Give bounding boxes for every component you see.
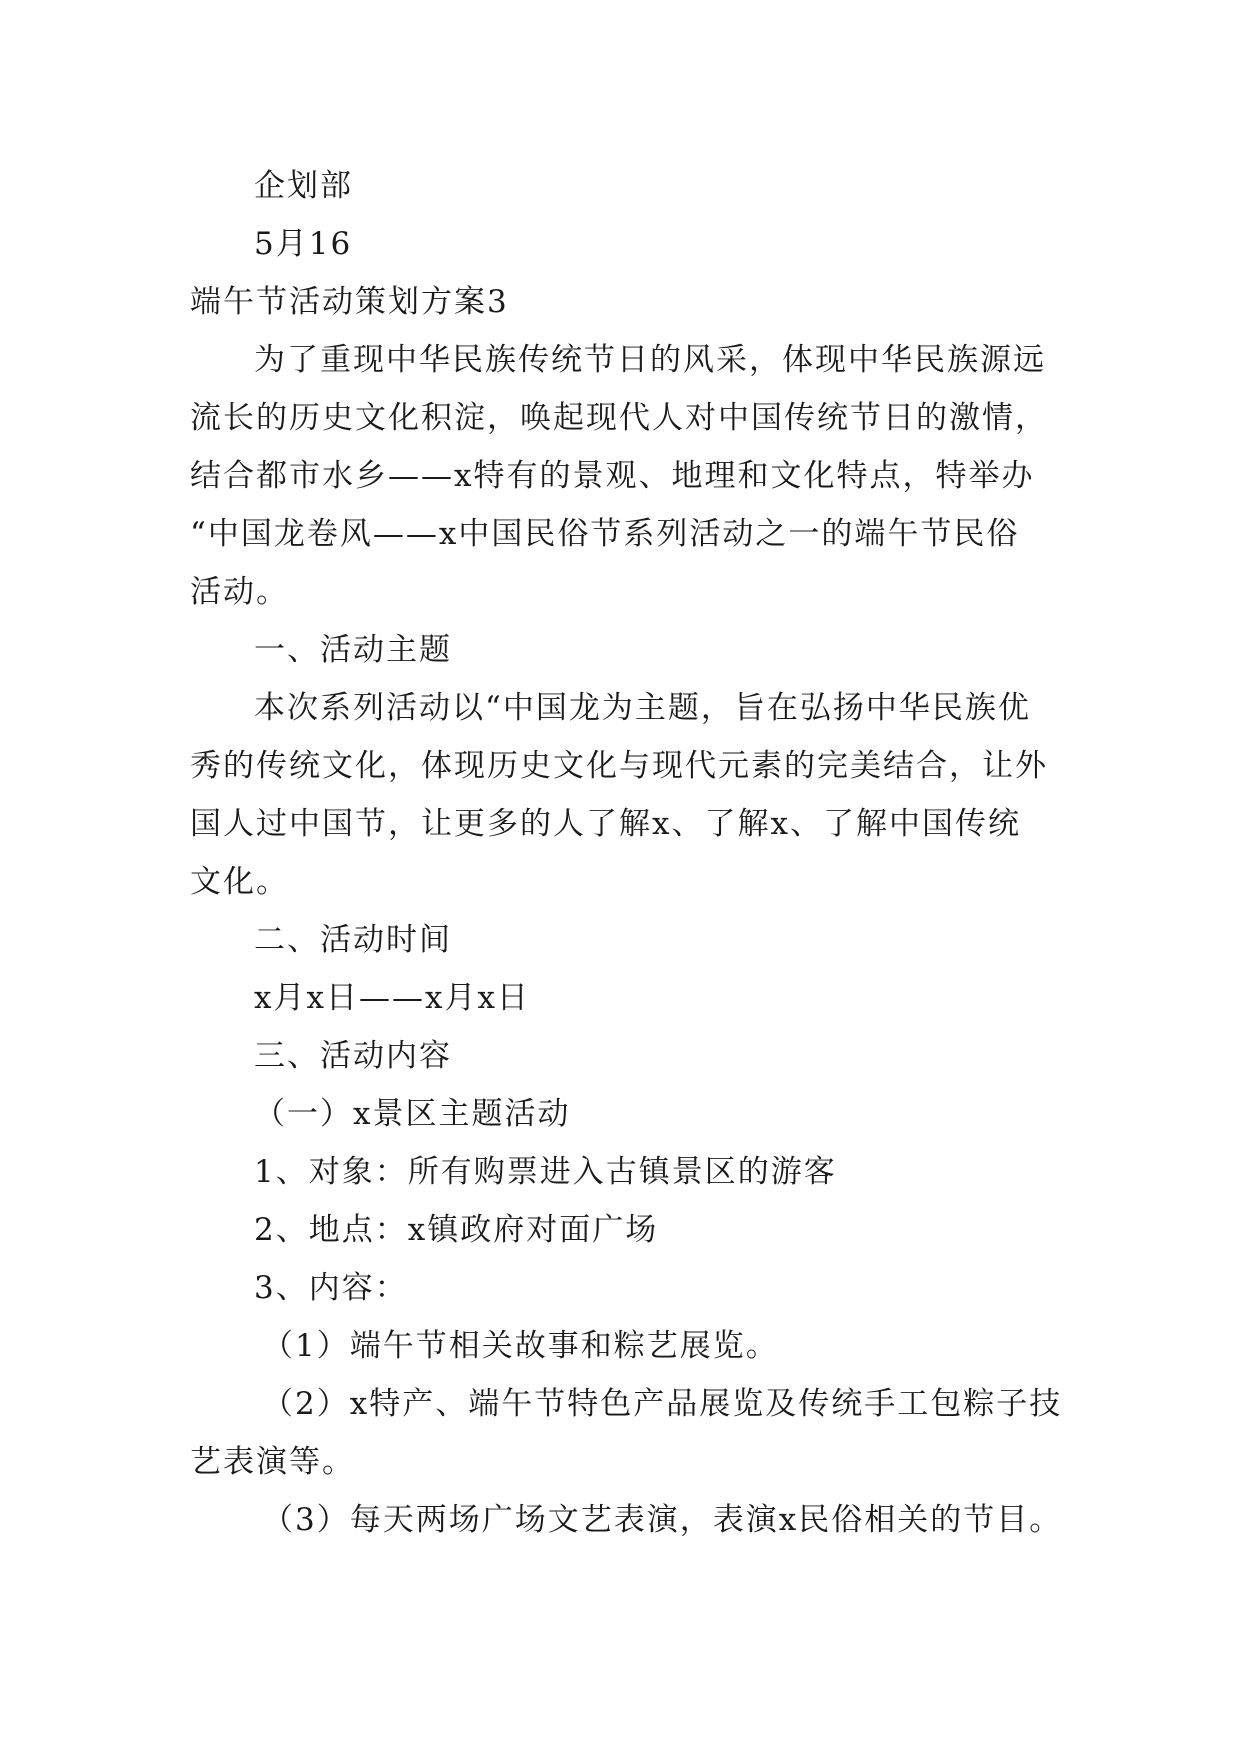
paragraph-line: “中国龙卷风——x中国民俗节系列活动之一的端午节民俗 (190, 516, 1020, 552)
paragraph-line: 为了重现中华民族传统节日的风采，体现中华民族源远 (254, 342, 1046, 378)
list-item: 1、对象：所有购票进入古镇景区的游客 (254, 1154, 837, 1190)
list-item: （2）x特产、端午节特色产品展览及传统手工包粽子技 (262, 1386, 1063, 1422)
paragraph-line: 本次系列活动以“中国龙为主题，旨在弘扬中华民族优 (254, 690, 1031, 726)
list-item-continuation: 艺表演等。 (190, 1444, 355, 1480)
paragraph-line: 流长的历史文化积淀，唤起现代人对中国传统节日的激情， (190, 400, 1048, 436)
heading-content: 三、活动内容 (254, 1038, 452, 1074)
time-range: x月x日——x月x日 (254, 980, 530, 1016)
heading-theme: 一、活动主题 (254, 632, 452, 668)
list-item: （1）端午节相关故事和粽艺展览。 (262, 1328, 779, 1364)
paragraph-line: 国人过中国节，让更多的人了解x、了解x、了解中国传统 (190, 806, 1021, 842)
section-title: 端午节活动策划方案3 (190, 284, 509, 320)
list-item: 2、地点：x镇政府对面广场 (254, 1212, 659, 1248)
paragraph-line: 结合都市水乡——x特有的景观、地理和文化特点，特举办 (190, 458, 1035, 494)
paragraph-line: 活动。 (190, 574, 289, 610)
heading-time: 二、活动时间 (254, 922, 452, 958)
paragraph-line: 文化。 (190, 864, 289, 900)
signature-date: 5月16 (254, 226, 353, 262)
list-item: （3）每天两场广场文艺表演，表演x民俗相关的节目。 (262, 1502, 1063, 1538)
subheading-scenic-activity: （一）x景区主题活动 (254, 1096, 571, 1132)
signature-department: 企划部 (254, 168, 353, 204)
paragraph-line: 秀的传统文化，体现历史文化与现代元素的完美结合，让外 (190, 748, 1048, 784)
list-item: 3、内容： (254, 1270, 408, 1306)
